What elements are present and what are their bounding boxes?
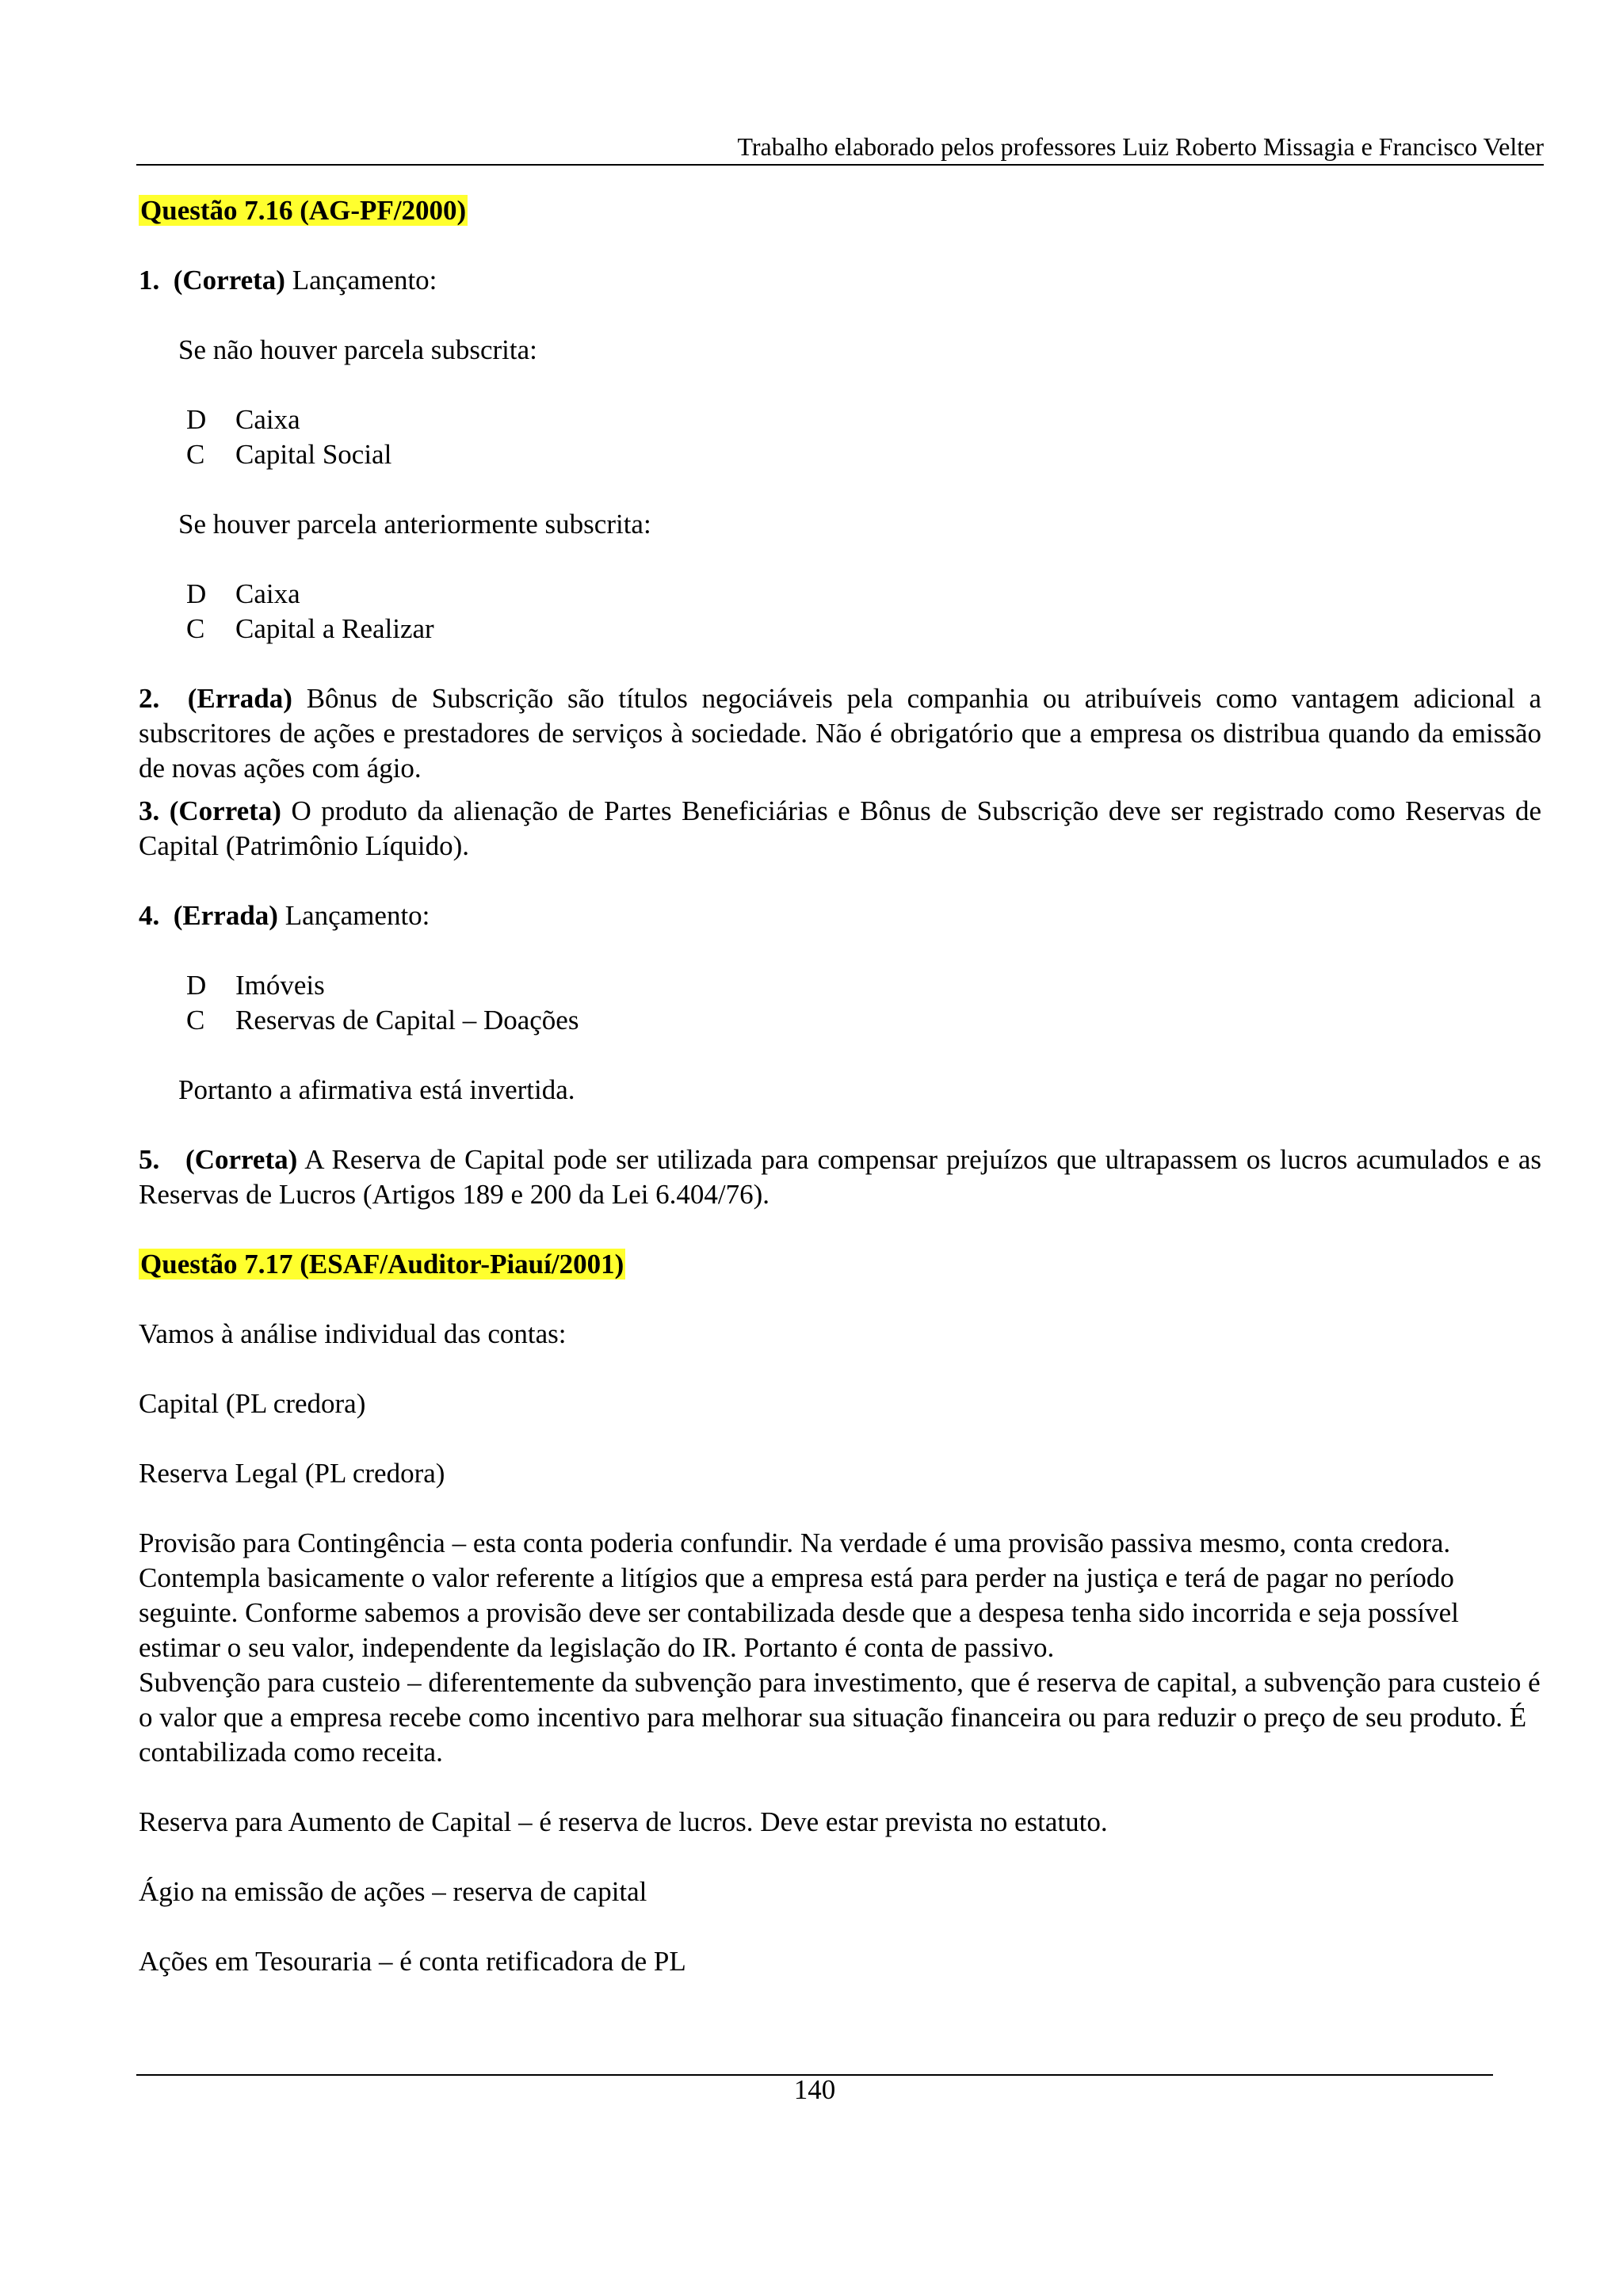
journal-entry-3 <box>139 968 1541 1038</box>
account-name: Capital a Realizar <box>235 613 434 644</box>
journal-entry-2 <box>139 577 1541 646</box>
item-text: A Reserva de Capital pode ser utilizada para compensar prejuízos que ultrapassem os lucros acumulados e as Reservas de Lucros (Artigos 189 e 200 da Lei 6.404/76). <box>139 1144 1541 1210</box>
item-number: 4. <box>139 900 160 931</box>
question-7-16-title <box>139 193 1541 228</box>
debit-credit-mark: D <box>186 970 207 1001</box>
page-header: Trabalho elaborado pelos professores Luiz Roberto Missagia e Francisco Velter <box>737 132 1544 161</box>
item-5 <box>139 1142 1541 1212</box>
journal-entry-1 <box>139 402 1541 472</box>
item-verdict: (Correta) <box>173 265 285 296</box>
debit-credit-mark: C <box>186 1005 205 1035</box>
account-reserva-legal: Reserva Legal (PL credora) <box>139 1458 445 1489</box>
item-3 <box>139 794 1541 864</box>
document-body <box>139 193 1541 1979</box>
entry-line <box>186 612 1541 646</box>
debit-credit-mark: D <box>186 404 207 435</box>
analysis-intro: Vamos à análise individual das contas: <box>139 1318 567 1349</box>
item-number: 1. <box>139 265 160 296</box>
item-1-case-1: Se não houver parcela subscrita: <box>178 334 537 365</box>
item-2 <box>139 681 1541 786</box>
item-number: 5. <box>139 1144 160 1175</box>
entry-line <box>186 402 1541 437</box>
account-subvencao-custeio: Subvenção para custeio – diferentemente da subvenção para investimento, que é reserva de capital, a subvenção para custeio é o valor que a empresa recebe como incentivo para melhorar sua situação financeira ou para reduzir o preço de seu produto. É contabilizada como receita. <box>139 1667 1541 1768</box>
question-title-highlight: Questão 7.17 (ESAF/Auditor-Piauí/2001) <box>140 1249 624 1280</box>
item-1 <box>139 263 1541 298</box>
entry-line <box>186 577 1541 612</box>
item-text: Lançamento: <box>292 265 437 296</box>
item-text: O produto da alienação de Partes Beneficiárias e Bônus de Subscrição deve ser registrado como Reservas de Capital (Patrimônio Líquido). <box>139 795 1542 861</box>
item-number: 3. <box>139 795 160 826</box>
account-reserva-aumento-capital: Reserva para Aumento de Capital – é reserva de lucros. Deve estar prevista no estatuto. <box>139 1806 1108 1837</box>
item-4 <box>139 898 1541 933</box>
debit-credit-mark: D <box>186 578 207 609</box>
debit-credit-mark: C <box>186 439 205 470</box>
item-text: Lançamento: <box>285 900 430 931</box>
entry-line <box>186 437 1541 472</box>
header-divider <box>136 164 1544 166</box>
account-capital: Capital (PL credora) <box>139 1388 366 1419</box>
question-7-17-title <box>139 1247 1541 1282</box>
item-4-note: Portanto a afirmativa está invertida. <box>178 1074 575 1105</box>
debit-credit-mark: C <box>186 613 205 644</box>
page-number: 140 <box>793 2074 836 2105</box>
account-name: Caixa <box>235 404 300 435</box>
entry-line <box>186 1003 1541 1038</box>
item-1-case-2: Se houver parcela anteriormente subscrita: <box>178 509 651 540</box>
account-name: Capital Social <box>235 439 392 470</box>
item-verdict: (Errada) <box>173 900 278 931</box>
item-verdict: (Errada) <box>187 683 292 714</box>
account-name: Imóveis <box>235 970 325 1001</box>
question-title-highlight: Questão 7.16 (AG-PF/2000) <box>140 195 467 226</box>
entry-line <box>186 968 1541 1003</box>
account-agio-emissao: Ágio na emissão de ações – reserva de capital <box>139 1876 647 1907</box>
item-verdict: (Correta) <box>185 1144 298 1175</box>
item-number: 2. <box>139 683 160 714</box>
account-acoes-tesouraria: Ações em Tesouraria – é conta retificadora de PL <box>139 1946 686 1977</box>
account-provisao-contingencia: Provisão para Contingência – esta conta poderia confundir. Na verdade é uma provisão passiva mesmo, conta credora. Contempla basicamente o valor referente a litígios que a empresa está para perder na justiça e terá de pagar no período seguinte. Conforme sabemos a provisão deve ser contabilizada desde que a despesa tenha sido incorrida e seja possível estimar o seu valor, independente da legislação do IR. Portanto é conta de passivo. <box>139 1527 1459 1663</box>
item-verdict: (Correta) <box>169 795 281 826</box>
item-text: Bônus de Subscrição são títulos negociáveis pela companhia ou atribuíveis como vantagem adicional a subscritores de ações e prestadores de serviços à sociedade. Não é obrigatório que a empresa os distribua quando da emissão de novas ações com ágio. <box>139 683 1541 784</box>
account-name: Reservas de Capital – Doações <box>235 1005 579 1035</box>
account-name: Caixa <box>235 578 300 609</box>
